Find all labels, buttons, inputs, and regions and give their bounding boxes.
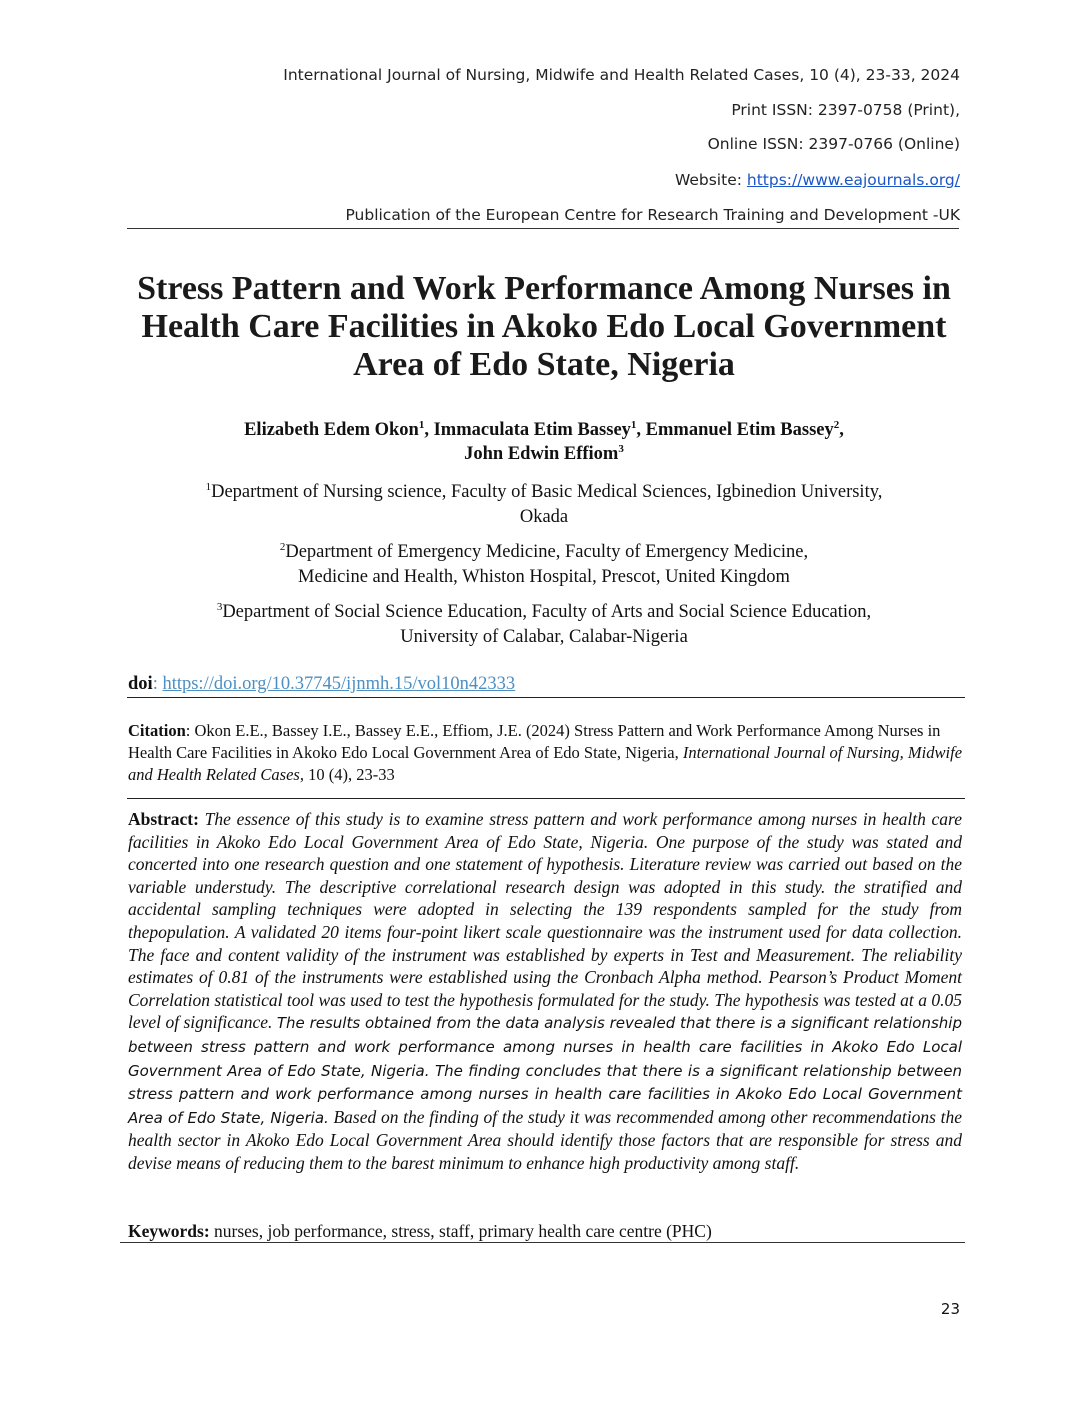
abstract-results: The results obtained from the data analysis revealed that there is a significant relationship between stress pattern and work performance among nurses in health care facilities in Akoko Edo Local Government Area of Edo State, Nigeria. The finding concludes that there is a significant relationship between stress pattern and work performance among nurses in health care facilities in Akoko Edo Local Government Area of Edo State, Nigeria.: [128, 1014, 962, 1127]
header-divider: [127, 228, 959, 229]
doi-colon: :: [152, 674, 163, 694]
affiliation-2: [110, 540, 978, 590]
author-name: Elizabeth Edem Okon: [244, 420, 419, 440]
doi-link[interactable]: https://doi.org/10.37745/ijnmh.15/vol10n42333: [162, 674, 516, 694]
author-name: Emmanuel Etim Bassey: [645, 420, 834, 440]
affiliation-1: [110, 480, 978, 530]
affiliation-marker: 1: [205, 480, 212, 493]
author-affiliation-marker: 2: [833, 418, 840, 431]
citation-divider: [127, 798, 965, 799]
print-issn: Print ISSN: 2397-0758 (Print),: [731, 101, 960, 119]
affiliation-line: Medicine and Health, Whiston Hospital, Prescot, United Kingdom: [298, 567, 790, 587]
author-list: [120, 418, 968, 466]
doi-line: [128, 674, 515, 695]
keywords-divider: [120, 1242, 965, 1243]
abstract-text: The essence of this study is to examine stress pattern and work performance among nurses in health care facilities in Akoko Edo Local Government Area of Edo State, Nigeria. One purpose of the study was stated and concerted into one research question and one statement of hypothesis. Literature review was carried out based on the variable understudy. The descriptive correlational research design was adopted in this study. the stratified and accidental sampling techniques were adopted in selecting the 139 respondents sampled for the study from thepopulation. A validated 20 items four-point likert scale questionnaire was the instrument used for data collection. The face and content validity of the instrument was established by experts in Test and Measurement. The reliability estimates of 0.81 of the instruments were established using the Cronbach Alpha method. Pearson’s Product Moment Correlation statistical tool was used to test the hypothesis formulated for the study. The hypothesis was tested at a 0.05 level of significance.: [128, 809, 962, 1033]
author-affiliation-marker: 1: [630, 418, 637, 431]
affiliation-3: [110, 600, 978, 650]
affiliation-line: Department of Emergency Medicine, Faculty of Emergency Medicine,: [285, 542, 809, 562]
citation-tail: , 10 (4), 23-33: [299, 765, 395, 784]
abstract: [128, 808, 962, 1175]
affiliation-line: Okada: [519, 507, 569, 527]
affiliation-line: Department of Nursing science, Faculty of Basic Medical Sciences, Igbinedion University,: [211, 482, 883, 502]
journal-line: International Journal of Nursing, Midwife and Health Related Cases, 10 (4), 23-33, 2024: [283, 66, 960, 84]
author-affiliation-marker: 1: [418, 418, 425, 431]
website-line: [675, 171, 960, 189]
doi-label: doi: [128, 674, 153, 694]
publisher-line: Publication of the European Centre for Research Training and Development -UK: [345, 206, 960, 224]
abstract-label: Abstract:: [128, 809, 199, 829]
citation-label: Citation: [128, 721, 186, 740]
page-number: 23: [940, 1300, 960, 1318]
author-affiliation-marker: 3: [618, 442, 624, 455]
affiliation-marker: 3: [216, 600, 223, 613]
author-name: John Edwin Effiom: [464, 444, 619, 464]
author-separator: ,: [636, 420, 646, 440]
keywords-label: Keywords:: [128, 1221, 210, 1241]
online-issn: Online ISSN: 2397-0766 (Online): [707, 135, 960, 153]
author-separator: ,: [839, 420, 844, 440]
affiliation-line: Department of Social Science Education, Faculty of Arts and Social Science Education,: [222, 602, 872, 622]
website-link[interactable]: https://www.eajournals.org/: [746, 171, 960, 189]
website-label: Website:: [674, 171, 747, 189]
author-separator: ,: [424, 420, 434, 440]
citation: [128, 720, 962, 786]
citation-journal: International Journal of Nursing, Midwife and Health Related Cases: [128, 743, 963, 784]
doi-divider: [127, 697, 965, 698]
keywords: [128, 1221, 712, 1242]
author-name: Immaculata Etim Bassey: [433, 420, 631, 440]
paper-title: Stress Pattern and Work Performance Among Nurses in Health Care Facilities in Akoko Edo Local Government Area of Edo State, Nigeria: [137, 270, 951, 383]
citation-text: : Okon E.E., Bassey I.E., Bassey E.E., Effiom, J.E. (2024) Stress Pattern and Work Performance Among Nurses in Health Care Facilities in Akoko Edo Local Government Area of Edo State, Nigeria,: [128, 721, 941, 762]
keywords-text: nurses, job performance, stress, staff, primary health care centre (PHC): [209, 1221, 712, 1241]
abstract-recommendation: Based on the finding of the study it was recommended among other recommendations the health sector in Akoko Edo Local Government Area should identify those factors that are responsible for stress and devise means of reducing them to the barest minimum to enhance high productivity among staff.: [128, 1106, 962, 1173]
affiliation-line: University of Calabar, Calabar-Nigeria: [400, 627, 688, 647]
affiliation-marker: 2: [279, 540, 286, 553]
